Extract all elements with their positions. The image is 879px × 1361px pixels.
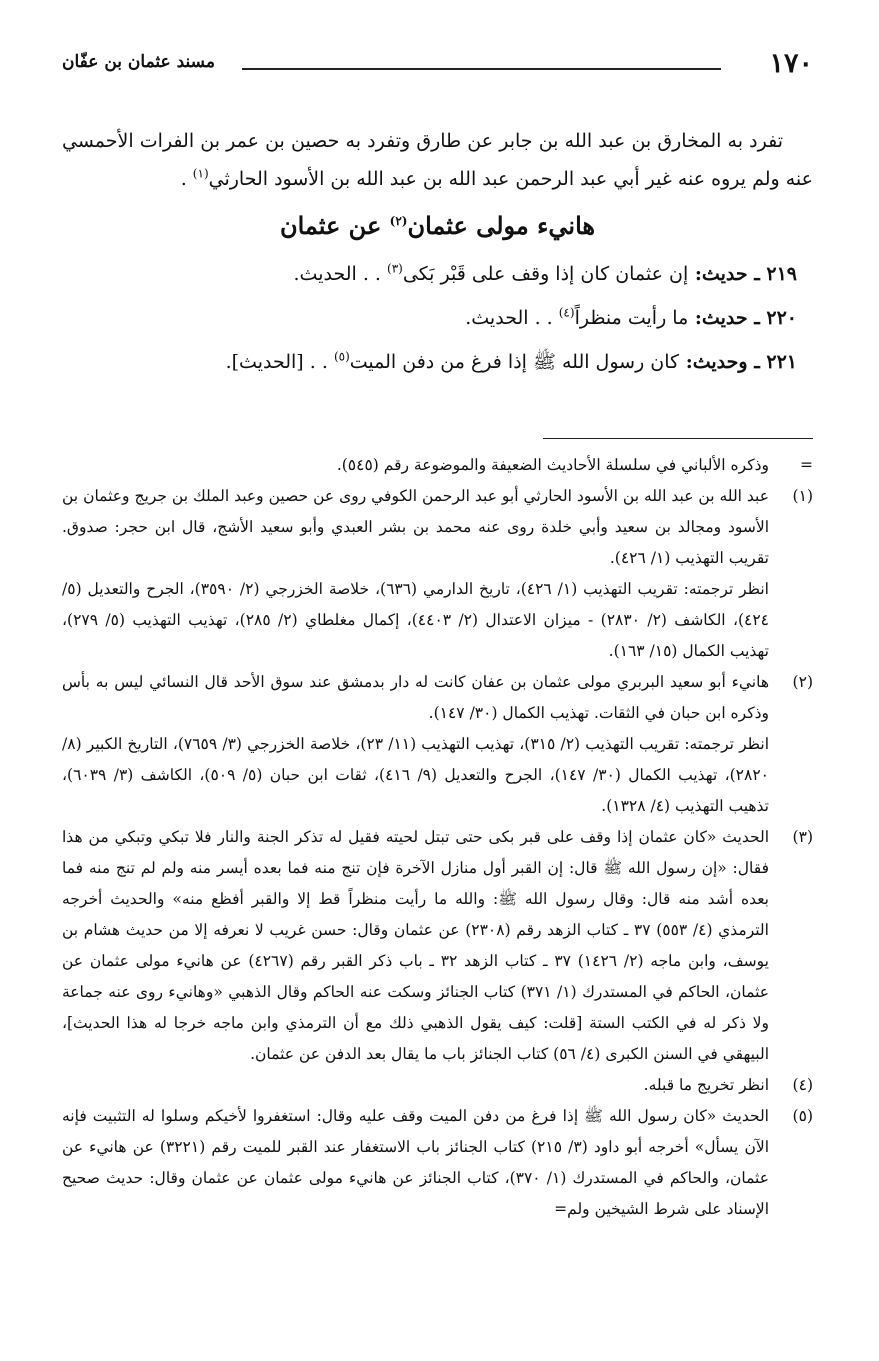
page-number: ١٧٠	[769, 48, 813, 79]
intro-text: تفرد به المخارق بن عبد الله بن جابر عن طارق وتفرد به حصين بن عمر بن الفرات الأحمسي عنه ولم يروه عنه غير أبي عبد الرحمن عبد الله بن عبد الله بن الأسود الحارثي	[62, 130, 813, 190]
hadith-text: إن عثمان كان إذا وقف على قَبْر بَكى	[402, 263, 689, 285]
footnote-ref: (٤)	[558, 305, 575, 320]
running-title: مسند عثمان بن عفّان	[62, 52, 215, 72]
footnote-mark: (١)	[792, 487, 813, 505]
hadith-text: ما رأيت منظراً	[574, 307, 689, 329]
footnote-ref: (٢)	[389, 214, 408, 228]
hadith-tail: . . الحديث.	[465, 307, 559, 329]
hadith-entry: ٢٢٠ ـ حديث: ما رأيت منظراً$^{(٤)}$ . . الحديث.	[465, 305, 797, 329]
footnote-text: هانيء أبو سعيد البربري مولى عثمان بن عفان كانت له دار بدمشق عند سوق الأحد قال النسائي ليس به بأس وذكره ابن حبان في الثقات. تهذيب الكمال (٣٠/ ١٤٧).	[62, 673, 769, 722]
footnote-mark: (٤)	[792, 1076, 813, 1094]
page-header	[62, 44, 813, 84]
hadith-number: ٢٢٠	[766, 307, 797, 329]
section-title	[62, 206, 813, 246]
hadith-number: ٢١٩	[766, 263, 797, 285]
section-title-b: عن عثمان	[279, 211, 390, 240]
footnote-1	[62, 481, 813, 574]
hadith-entry: ٢٢١ ـ وحديث: كان رسول الله ﷺ إذا فرغ من دفن الميت$^{(٥)}$ . . [الحديث].	[225, 349, 797, 373]
main-text	[62, 122, 813, 384]
hadith-tail: . . [الحديث].	[225, 351, 334, 373]
footnote-5	[62, 1101, 813, 1225]
footnote-continued	[62, 450, 813, 481]
header-rule	[242, 68, 721, 70]
footnote-ref: (٣)	[387, 261, 403, 276]
hadith-tail: . . الحديث.	[293, 263, 388, 285]
footnote-mark: =	[800, 456, 813, 474]
footnote-2	[62, 667, 813, 729]
hadith-text: كان رسول الله ﷺ إذا فرغ من دفن الميت	[349, 351, 680, 373]
hadith-label: حديث	[701, 307, 748, 329]
footnote-text: الحديث «كان رسول الله ﷺ إذا فرغ من دفن الميت وقف عليه وقال: استغفروا لأخيكم وسلوا له التثبيت فإنه الآن يسأل» أخرجه أبو داود (٣/ ٢١٥) كتاب الجنائز باب الاستغفار عند القبر للميت رقم (٣٢٢١) عن هانيء عن عثمان، والحاكم في المستدرك (١/ ٣٧٠)، كتاب الجنائز عن هانيء مولى عثمان عن عثمان وقال: حديث صحيح الإسناد على شرط الشيخين ولم=	[62, 1107, 769, 1218]
footnote-1-sources: انظر ترجمته: تقريب التهذيب (١/ ٤٢٦)، تاريخ الدارمي (٦٣٦)، خلاصة الخزرجي (٢/ ٣٥٩٠)، الجرح والتعديل (٥/ ٤٢٤)، الكاشف (٢/ ٢٨٣٠) - ميزان الاعتدال (٢/ ٤٤٠٣)، إكمال مغلطاي (٢/ ٢٨٥)، تهذيب التهذيب (٥/ ٢٧٩)، تهذيب الكمال (١٥/ ١٦٣).	[62, 580, 769, 660]
footnote-ref: (١)	[192, 166, 209, 181]
footnote-3	[62, 822, 813, 1070]
footnote-4	[62, 1070, 813, 1101]
footnote-separator	[543, 438, 813, 439]
footnote-mark: (٢)	[792, 673, 813, 691]
footnotes	[62, 450, 813, 1225]
footnote-ref: (٥)	[333, 349, 350, 364]
hadith-label: وحديث	[692, 351, 748, 373]
hadith-label: حديث	[701, 263, 748, 285]
intro-paragraph: تفرد به المخارق بن عبد الله بن جابر عن طارق وتفرد به حصين بن عمر بن الفرات الأحمسي عنه ولم يروه عنه غير أبي عبد الرحمن عبد الله بن عبد الله بن الأسود الحارثي$^{(١)}$ .	[62, 130, 813, 190]
footnote-text: وذكره الألباني في سلسلة الأحاديث الضعيفة والموضوعة رقم (٥٤٥).	[336, 456, 769, 474]
hadith-number: ٢٢١	[766, 351, 797, 373]
footnote-text: الحديث «كان عثمان إذا وقف على قبر بكى حتى تبتل لحيته فقيل له تذكر الجنة والنار فلا تبكي وتبكي من هذا فقال: «إن رسول الله ﷺ قال: إن القبر أول منازل الآخرة فإن تنج منه فما بعده أيسر منه ولم لم تنج منه فما بعده أشد منه قال: وقال رسول الله ﷺ: والله ما رأيت منظراً قط إلا والقبر أفظع منه» والحديث أخرجه الترمذي (٤/ ٥٥٣) ٣٧ ـ كتاب الزهد رقم (٢٣٠٨) عن عثمان وقال: حسن غريب لا نعرفه إلا من حديث هشام بن يوسف، وابن ماجه (٢/ ١٤٢٦) ٣٧ ـ كتاب الزهد ٣٢ ـ باب ذكر القبر رقم (٤٢٦٧) عن هانيء مولى عثمان عن عثمان، الحاكم في المستدرك (١/ ٣٧١) كتاب الجنائز وسكت عنه الحاكم وقال الذهبي «وهانيء روى عنه جماعة ولا ذكر له في الكتب الستة [قلت: كيف يقول الذهبي ذلك مع أن الترمذي وابن ماجه خرجا له هذا الحديث]، البيهقي في السنن الكبرى (٤/ ٥٦) كتاب الجنائز باب ما يقال بعد الدفن عن عثمان.	[62, 828, 770, 1063]
footnote-mark: (٥)	[792, 1107, 813, 1125]
footnote-text: انظر تخريج ما قبله.	[643, 1076, 769, 1094]
footnote-text: عبد الله بن عبد الله بن الأسود الحارثي أبو عبد الرحمن الكوفي روى عن حصين وعبد الملك بن جريج وعثمان بن الأسود ومجالد بن سعيد وأبي خلدة روى عنه محمد بن بشر العبدي وأبو سعيد الأشج، قال ابن حجر: صدوق. تقريب التهذيب (١/ ٤٢٦).	[62, 487, 769, 567]
footnote-2-sources: انظر ترجمته: تقريب التهذيب (٢/ ٣١٥)، تهذيب التهذيب (١١/ ٢٣)، خلاصة الخزرجي (٣/ ٧٦٥٩)، التاريخ الكبير (٨/ ٢٨٢٠)، تهذيب الكمال (٣٠/ ١٤٧)، الجرح والتعديل (٩/ ٤١٦)، ثقات ابن حبان (٥/ ٥٠٩)، الكاشف (٣/ ٦٠٣٩)، تذهيب التهذيب (٤/ ١٣٢٨).	[62, 735, 769, 815]
hadith-entry: ٢١٩ ـ حديث: إن عثمان كان إذا وقف على قَبْر بَكى$^{(٣)}$ . . الحديث.	[293, 261, 797, 285]
footnote-mark: (٣)	[792, 828, 813, 846]
section-title-a: هانيء مولى عثمان	[407, 211, 596, 240]
